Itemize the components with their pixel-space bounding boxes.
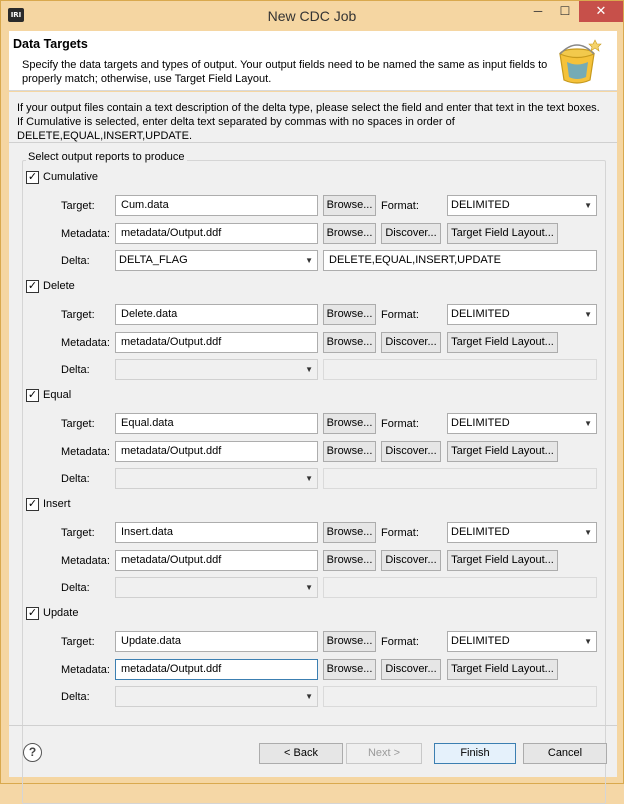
cancel-button[interactable]: Cancel — [523, 743, 607, 764]
target-label: Target: — [61, 527, 95, 539]
chevron-down-icon: ▼ — [305, 692, 313, 701]
close-button[interactable]: ✕ — [579, 1, 623, 22]
insert-checkbox[interactable]: ✓ — [27, 498, 38, 510]
delete-format-select[interactable] — [447, 304, 597, 325]
update-target-browse-button[interactable]: Browse... — [323, 631, 376, 652]
info-line-1: If your output files contain a text description of the delta type, please select the field and enter that text in the text boxes. — [17, 102, 600, 114]
format-value: DELIMITED — [451, 199, 510, 211]
finish-button[interactable]: Finish — [434, 743, 516, 764]
cumulative-delta-text-input[interactable]: DELETE,EQUAL,INSERT,UPDATE — [323, 250, 597, 271]
format-value: DELIMITED — [451, 526, 510, 538]
format-value: DELIMITED — [451, 308, 510, 320]
update-format-select[interactable] — [447, 631, 597, 652]
cumulative-format-select[interactable] — [447, 195, 597, 216]
cumulative-metadata-browse-button[interactable]: Browse... — [323, 223, 376, 244]
update-checkbox[interactable]: ✓ — [27, 607, 38, 619]
help-icon[interactable]: ? — [23, 743, 42, 762]
update-label: Update — [43, 607, 79, 619]
format-label: Format: — [381, 200, 419, 212]
format-value: DELIMITED — [451, 635, 510, 647]
format-label: Format: — [381, 418, 419, 430]
chevron-down-icon: ▼ — [584, 310, 592, 319]
chevron-down-icon: ▼ — [584, 528, 592, 537]
cumulative-target-field-layout-button[interactable]: Target Field Layout... — [447, 223, 558, 244]
metadata-label: Metadata: — [61, 446, 110, 458]
insert-discover-button[interactable]: Discover... — [381, 550, 441, 571]
cumulative-target-input[interactable]: Cum.data — [115, 195, 318, 216]
separator — [9, 142, 617, 143]
chevron-down-icon: ▼ — [305, 474, 313, 483]
format-label: Format: — [381, 636, 419, 648]
update-target-field-layout-button[interactable]: Target Field Layout... — [447, 659, 558, 680]
insert-delta-text-input — [323, 577, 597, 598]
equal-format-select[interactable] — [447, 413, 597, 434]
cumulative-checkbox[interactable]: ✓ — [27, 171, 38, 183]
metadata-label: Metadata: — [61, 664, 110, 676]
equal-metadata-input[interactable]: metadata/Output.ddf — [115, 441, 318, 462]
equal-label: Equal — [43, 389, 72, 401]
delete-target-field-layout-button[interactable]: Target Field Layout... — [447, 332, 558, 353]
info-line-2: If Cumulative is selected, enter delta text separated by commas with no spaces in order of DELETE,EQUAL,INSERT,UPDATE. — [17, 116, 455, 142]
cumulative-label: Cumulative — [43, 171, 99, 183]
delete-target-browse-button[interactable]: Browse... — [323, 304, 376, 325]
delta-label: Delta: — [61, 582, 90, 594]
delete-label: Delete — [43, 280, 75, 292]
delete-delta-select — [115, 359, 318, 380]
update-target-input[interactable]: Update.data — [115, 631, 318, 652]
insert-delta-select — [115, 577, 318, 598]
equal-target-browse-button[interactable]: Browse... — [323, 413, 376, 434]
cumulative-target-browse-button[interactable]: Browse... — [323, 195, 376, 216]
window-title: New CDC Job — [267, 8, 357, 24]
delete-discover-button[interactable]: Discover... — [381, 332, 441, 353]
next-button: Next > — [346, 743, 422, 764]
equal-delta-text-input — [323, 468, 597, 489]
equal-checkbox[interactable]: ✓ — [27, 389, 38, 401]
delta-label: Delta: — [61, 691, 90, 703]
update-discover-button[interactable]: Discover... — [381, 659, 441, 680]
equal-metadata-browse-button[interactable]: Browse... — [323, 441, 376, 462]
insert-target-input[interactable]: Insert.data — [115, 522, 318, 543]
cumulative-delta-select[interactable] — [115, 250, 318, 271]
metadata-label: Metadata: — [61, 555, 110, 567]
equal-target-field-layout-button[interactable]: Target Field Layout... — [447, 441, 558, 462]
format-value: DELIMITED — [451, 417, 510, 429]
chevron-down-icon: ▼ — [584, 419, 592, 428]
minimize-button[interactable]: ─ — [533, 4, 543, 18]
update-metadata-input[interactable]: metadata/Output.ddf — [115, 659, 318, 680]
chevron-down-icon: ▼ — [584, 201, 592, 210]
update-delta-select — [115, 686, 318, 707]
format-label: Format: — [381, 309, 419, 321]
info-text — [17, 101, 617, 143]
cumulative-metadata-input[interactable]: metadata/Output.ddf — [115, 223, 318, 244]
page-title: Data Targets — [13, 37, 88, 51]
equal-discover-button[interactable]: Discover... — [381, 441, 441, 462]
delta-label: Delta: — [61, 473, 90, 485]
delete-checkbox[interactable]: ✓ — [27, 280, 38, 292]
insert-metadata-input[interactable]: metadata/Output.ddf — [115, 550, 318, 571]
metadata-label: Metadata: — [61, 228, 110, 240]
insert-format-select[interactable] — [447, 522, 597, 543]
delete-metadata-input[interactable]: metadata/Output.ddf — [115, 332, 318, 353]
insert-target-browse-button[interactable]: Browse... — [323, 522, 376, 543]
insert-target-field-layout-button[interactable]: Target Field Layout... — [447, 550, 558, 571]
target-label: Target: — [61, 636, 95, 648]
chevron-down-icon: ▼ — [305, 365, 313, 374]
delta-label: Delta: — [61, 364, 90, 376]
delta-value: DELTA_FLAG — [119, 254, 188, 266]
delta-label: Delta: — [61, 255, 90, 267]
target-label: Target: — [61, 200, 95, 212]
format-label: Format: — [381, 527, 419, 539]
insert-metadata-browse-button[interactable]: Browse... — [323, 550, 376, 571]
target-label: Target: — [61, 418, 95, 430]
delete-target-input[interactable]: Delete.data — [115, 304, 318, 325]
title-bar — [1, 1, 623, 30]
update-delta-text-input — [323, 686, 597, 707]
back-button[interactable]: < Back — [259, 743, 343, 764]
wizard-body — [9, 92, 617, 777]
update-metadata-browse-button[interactable]: Browse... — [323, 659, 376, 680]
group-label: Select output reports to produce — [28, 151, 185, 163]
delete-delta-text-input — [323, 359, 597, 380]
insert-label: Insert — [43, 498, 71, 510]
equal-target-input[interactable]: Equal.data — [115, 413, 318, 434]
footer-separator — [9, 725, 617, 726]
chevron-down-icon: ▼ — [584, 637, 592, 646]
bucket-icon — [553, 34, 605, 88]
wizard-header — [9, 31, 617, 91]
chevron-down-icon: ▼ — [305, 256, 313, 265]
equal-delta-select — [115, 468, 318, 489]
metadata-label: Metadata: — [61, 337, 110, 349]
cumulative-discover-button[interactable]: Discover... — [381, 223, 441, 244]
delete-metadata-browse-button[interactable]: Browse... — [323, 332, 376, 353]
app-icon: IRI — [8, 8, 24, 22]
chevron-down-icon: ▼ — [305, 583, 313, 592]
target-label: Target: — [61, 309, 95, 321]
maximize-button[interactable]: ☐ — [559, 4, 571, 18]
page-description: Specify the data targets and types of output. Your output fields need to be named the same as input fields to properly match; otherwise, use Target Field Layout. — [22, 59, 548, 85]
